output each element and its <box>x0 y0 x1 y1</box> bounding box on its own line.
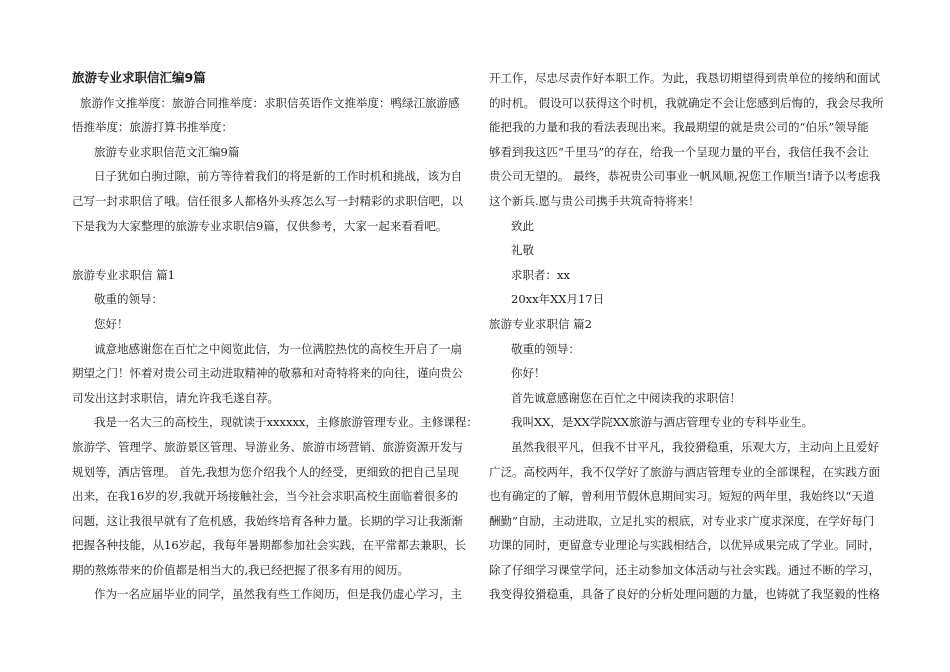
text-line: 旅游专业求职信 篇1 <box>72 267 175 282</box>
text-line: 开工作，尽忠尽责作好本职工作。为此，我恳切期望得到贵单位的接纳和面试 <box>489 71 880 85</box>
text-line: 虽然我很平凡，但我不甘平凡，我狡猾稳重，乐观大方，主动向上且爱好 <box>511 439 879 454</box>
text-line: 您好！ <box>94 316 129 331</box>
text-line: 我是一名大三的高校生，现就读于xxxxxx，主修旅游管理专业。主修课程： <box>94 415 478 430</box>
text-line: 贵公司无望的。 最终，恭祝贵公司事业一帆风顺,祝您工作顺当!请予以考虑我 <box>489 169 881 184</box>
text-line: 能把我的力量和我的看法表现出来。我最期望的就是贵公司的“伯乐”领导能 <box>489 120 869 135</box>
text-line: 我叫XX，是XX学院XX旅游与酒店管理专业的专科毕业生。 <box>511 415 814 430</box>
text-line: 酬勤”自励，主动进取，立足扎实的根底，对专业求广度求深度，在学好每门 <box>489 513 875 528</box>
text-line: 期的熬炼带来的价值都是相当大的,我已经把握了很多有用的阅历。 <box>72 562 410 577</box>
text-line: 敬重的领导： <box>511 341 580 356</box>
text-line: 己写一封求职信了哦。信任很多人都格外头疼怎么写一封精彩的求职信吧，以 <box>72 193 463 208</box>
text-line: 旅游专业求职信范文汇编9篇 <box>94 144 240 159</box>
text-line: 20xx年XX月17日 <box>511 292 605 307</box>
text-line: 广泛。高校两年，我不仅学好了旅游与酒店管理专业的全部课程，在实践方面 <box>489 464 880 479</box>
text-line: 旅游专业求职信 篇2 <box>489 316 592 331</box>
text-line: 期望之门！怀着对贵公司主动进取精神的敬慕和对奇特将来的向往，谨向贵公 <box>72 366 463 381</box>
right-column <box>489 66 884 607</box>
text-line: 司发出这封求职信，请允许我毛遂自荐。 <box>72 390 279 405</box>
text-line: 诚意地感谢您在百忙之中阅览此信，为一位满腔热忱的高校生开启了一扇 <box>94 341 462 356</box>
text-line: 除了仔细学习课堂学问，还主动参加文体活动与社会实践。通过不断的学习， <box>489 562 880 577</box>
text-line: 功课的同时，更留意专业理论与实践相结合，以优异成果完成了学业。同时， <box>489 538 880 553</box>
text-line: 我变得狡猾稳重，具备了良好的分析处理问题的力量，也铸就了我坚毅的性格 <box>489 587 880 602</box>
left-column <box>72 66 478 607</box>
text-line: 首先诚意感谢您在百忙之中阅读我的求职信！ <box>511 390 741 405</box>
text-line: 悟推举度：旅游打算书推举度： <box>72 120 233 135</box>
text-line: 够看到我这匹“千里马”的存在，给我一个呈现力量的平台，我信任我不会让 <box>489 144 869 159</box>
text-line: 旅游作文推举度：旅游合同推举度：求职信英语作文推举度：鸭绿江旅游感 <box>80 95 460 110</box>
text-line: 规划等，酒店管理。 首先,我想为您介绍我个人的经受，更细致的把自己呈现 <box>72 464 459 479</box>
text-line: 这个新兵.愿与贵公司携手共筑奇特将来！ <box>489 193 700 208</box>
text-line: 敬重的领导： <box>94 292 163 307</box>
text-line: 作为一名应届毕业的同学，虽然我有些工作阅历，但是我仍虚心学习，主 <box>94 587 462 602</box>
text-line: 把握各种技能，从16岁起，我每年暑期都参加社会实践，在平常都去兼职，长 <box>72 538 467 553</box>
text-line: 旅游学、管理学、旅游景区管理、导游业务、旅游市场营销、旅游资源开发与 <box>72 439 463 454</box>
text-line: 下是我为大家整理的旅游专业求职信9篇，仅供参考，大家一起来看看吧。 <box>72 218 448 233</box>
text-line: 你好！ <box>511 366 546 381</box>
text-line: 日子犹如白驹过隙，前方等待着我们的将是新的工作时机和挑战，该为自 <box>94 169 462 184</box>
text-line: 致此 <box>511 218 534 233</box>
text-line: 出来，在我16岁的岁,我就开场接触社会，当今社会求职高校生面临着很多的 <box>72 489 459 504</box>
text-line <box>72 238 464 263</box>
text-line: 的时机。 假设可以获得这个时机，我就确定不会让您感到后悔的，我会尽我所 <box>489 95 884 110</box>
text-line: 求职者：xx <box>511 267 570 282</box>
text-line: 也有确定的了解，曾利用节假休息期间实习。短短的两年里，我始终以“天道 <box>489 489 875 504</box>
text-line: 礼敬 <box>511 243 534 258</box>
text-line: 问题，这让我很早就有了危机感，我始终培育各种力量。长期的学习让我渐渐 <box>72 513 463 528</box>
document-title: 旅游专业求职信汇编9篇 <box>72 70 206 85</box>
